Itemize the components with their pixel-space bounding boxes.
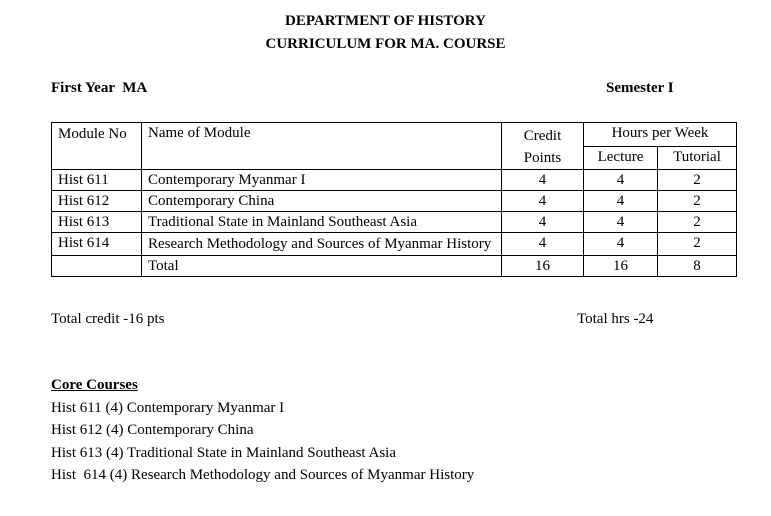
module-name: Contemporary Myanmar I [142, 170, 502, 191]
lecture: 4 [584, 170, 658, 191]
core-course-item: Hist 614 (4) Research Methodology and Sources of Myanmar History [51, 467, 475, 483]
tutorial: 2 [658, 170, 737, 191]
core-course-item: Hist 613 (4) Traditional State in Mainland Southeast Asia [51, 445, 396, 461]
header-module-no: Module No [52, 123, 142, 170]
table-row [52, 191, 737, 212]
core-courses-heading: Core Courses [51, 377, 138, 393]
table-row [52, 233, 737, 256]
lecture: 4 [584, 212, 658, 233]
module-name: Contemporary China [142, 191, 502, 212]
total-label: Total [142, 256, 502, 277]
table-row [52, 170, 737, 191]
header-tutorial: Tutorial [658, 146, 737, 170]
semester-label: Semester I [606, 80, 674, 96]
module-no: Hist 614 [52, 233, 142, 256]
lecture: 4 [584, 233, 658, 256]
total-credit: 16 [502, 256, 584, 277]
tutorial: 2 [658, 191, 737, 212]
header-hours: Hours per Week [584, 123, 737, 147]
credit: 4 [502, 191, 584, 212]
header-name: Name of Module [142, 123, 502, 170]
module-no: Hist 613 [52, 212, 142, 233]
module-no: Hist 612 [52, 191, 142, 212]
tutorial: 2 [658, 233, 737, 256]
credit: 4 [502, 233, 584, 256]
module-no: Hist 611 [52, 170, 142, 191]
total-hours-text: Total hrs -24 [577, 311, 654, 327]
core-course-item: Hist 611 (4) Contemporary Myanmar I [51, 400, 285, 416]
tutorial: 2 [658, 212, 737, 233]
lecture: 4 [584, 191, 658, 212]
credit: 4 [502, 212, 584, 233]
module-name: Research Methodology and Sources of Myanmar History [142, 233, 502, 256]
credit: 4 [502, 170, 584, 191]
header-credit: Credit Points [502, 123, 584, 170]
table-row [52, 212, 737, 233]
document-title: DEPARTMENT OF HISTORY [285, 13, 486, 29]
total-credit-text: Total credit -16 pts [51, 311, 165, 327]
table-total-row [52, 256, 737, 277]
total-tutorial: 8 [658, 256, 737, 277]
total-lecture: 16 [584, 256, 658, 277]
document-subtitle: CURRICULUM FOR MA. COURSE [265, 36, 506, 52]
curriculum-table [51, 122, 737, 277]
year-label: First Year MA [51, 80, 148, 96]
core-course-item: Hist 612 (4) Contemporary China [51, 422, 254, 438]
module-name: Traditional State in Mainland Southeast Asia [142, 212, 502, 233]
header-lecture: Lecture [584, 146, 658, 170]
